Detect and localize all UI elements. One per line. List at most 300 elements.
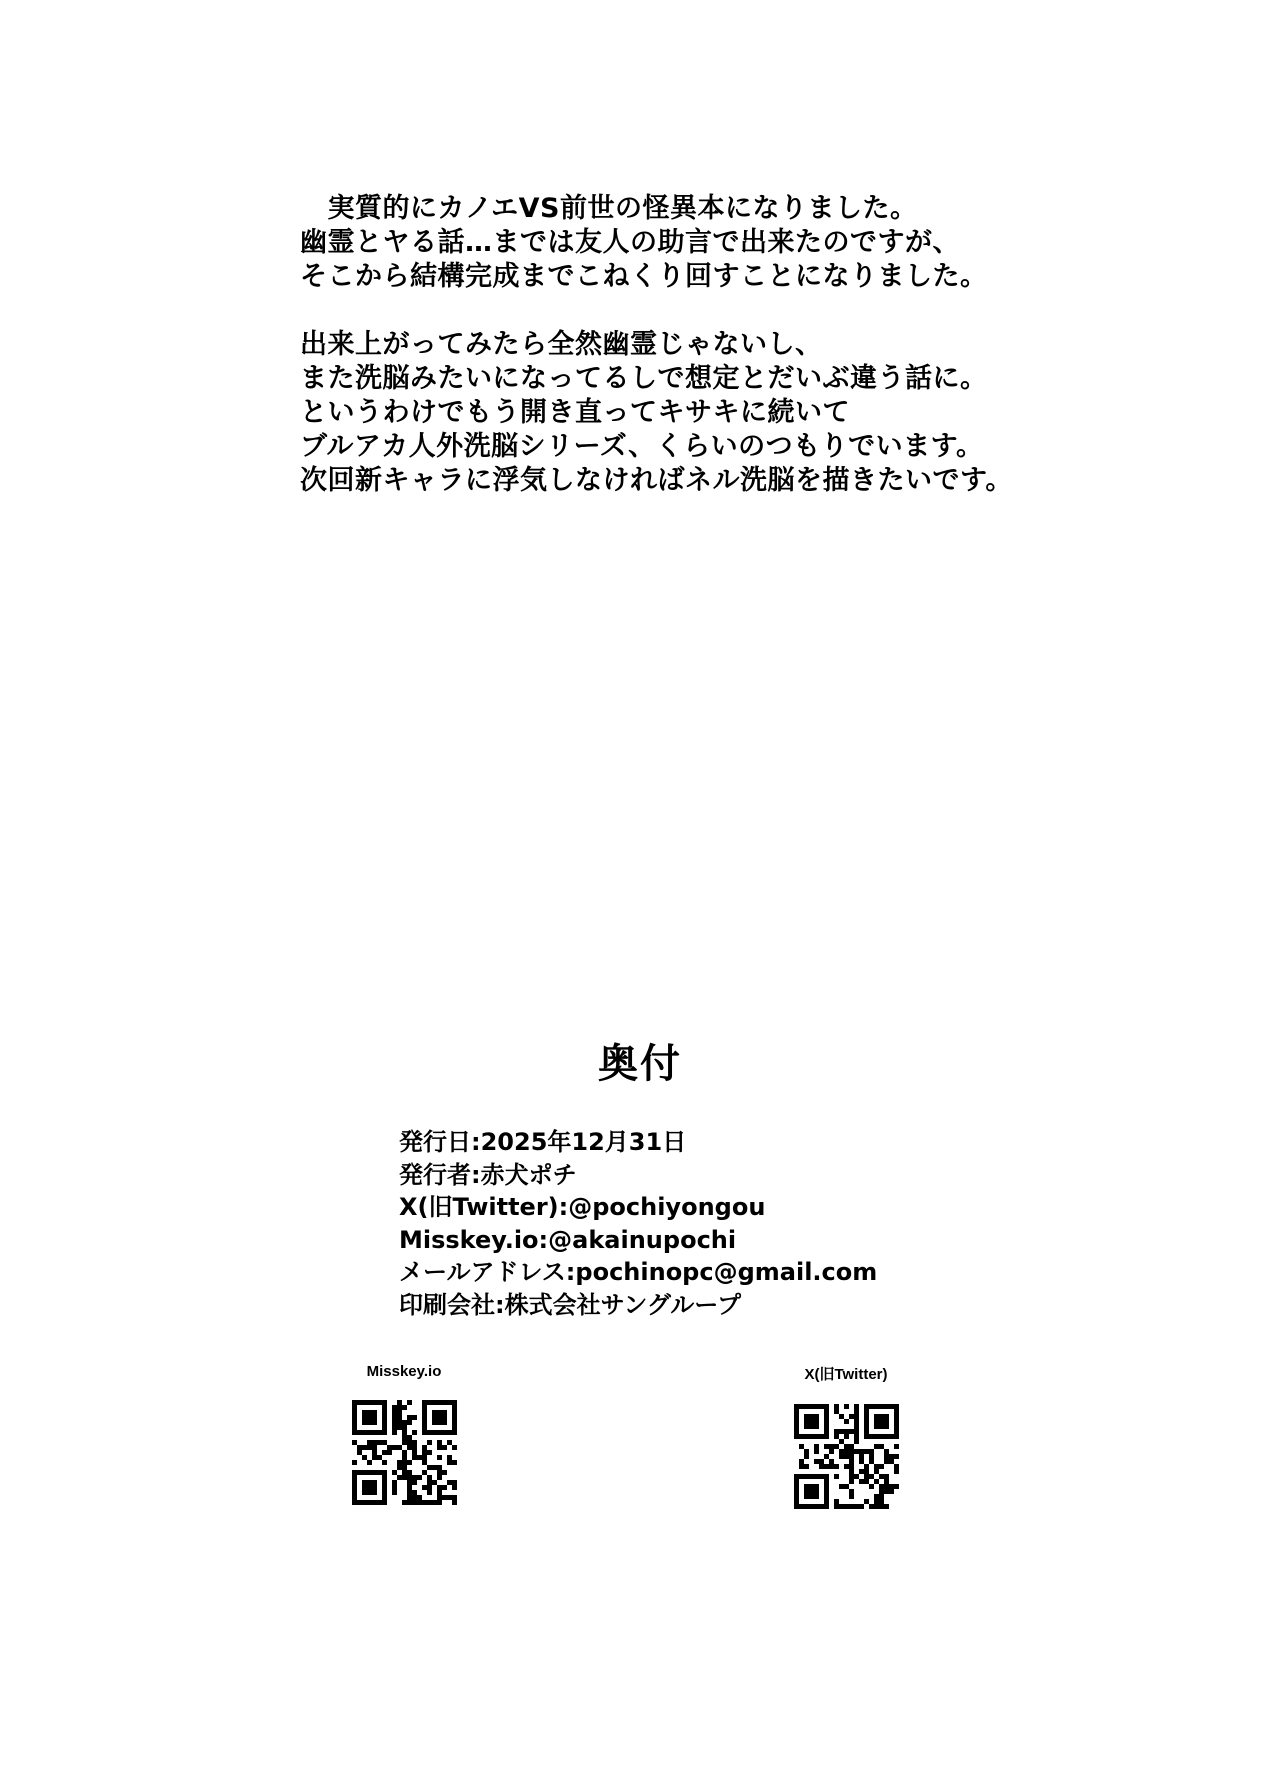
qr-module — [839, 1504, 844, 1509]
qr-module — [824, 1429, 829, 1434]
qr-module — [422, 1420, 427, 1425]
qr-module — [894, 1469, 899, 1474]
qr-module — [437, 1470, 442, 1475]
qr-module — [382, 1410, 387, 1415]
qr-module — [864, 1434, 869, 1439]
qr-module — [869, 1454, 874, 1459]
qr-module — [432, 1465, 437, 1470]
qr-module — [382, 1475, 387, 1480]
qr-module — [884, 1504, 889, 1509]
qr-module — [412, 1445, 417, 1450]
qr-module — [357, 1400, 362, 1405]
qr-module — [412, 1440, 417, 1445]
qr-module — [859, 1449, 864, 1454]
qr-module — [864, 1499, 869, 1504]
qr-module — [849, 1414, 854, 1419]
afterword-text — [300, 192, 1200, 498]
qr-module — [377, 1455, 382, 1460]
qr-module — [367, 1410, 372, 1415]
qr-module — [447, 1455, 452, 1460]
qr-module — [437, 1455, 442, 1460]
qr-module — [352, 1425, 357, 1430]
qr-module — [884, 1474, 889, 1479]
qr-module — [357, 1470, 362, 1475]
qr-module — [809, 1494, 814, 1499]
qr-module — [377, 1470, 382, 1475]
qr-module — [437, 1420, 442, 1425]
qr-module — [869, 1404, 874, 1409]
qr-module — [874, 1404, 879, 1409]
qr-module — [839, 1414, 844, 1419]
qr-module — [437, 1400, 442, 1405]
qr-module — [432, 1430, 437, 1435]
qr-module — [839, 1484, 844, 1489]
qr-module — [864, 1464, 869, 1469]
qr-module — [844, 1449, 849, 1454]
qr-module — [352, 1470, 357, 1475]
qr-module — [382, 1470, 387, 1475]
qr-module — [844, 1504, 849, 1509]
qr-module — [884, 1434, 889, 1439]
qr-module — [869, 1484, 874, 1489]
qr-module — [417, 1455, 422, 1460]
qr-module — [432, 1410, 437, 1415]
qr-module — [392, 1420, 397, 1425]
qr-module — [427, 1490, 432, 1495]
qr-module — [417, 1475, 422, 1480]
qr-module — [412, 1455, 417, 1460]
qr-module — [894, 1404, 899, 1409]
qr-module — [432, 1500, 437, 1505]
qr-module — [422, 1455, 427, 1460]
qr-module — [432, 1420, 437, 1425]
qr-module — [804, 1434, 809, 1439]
qr-module — [884, 1424, 889, 1429]
qr-module — [392, 1405, 397, 1410]
qr-module — [794, 1494, 799, 1499]
qr-module — [442, 1430, 447, 1435]
qr-module — [814, 1504, 819, 1509]
qr-module — [814, 1404, 819, 1409]
qr-module — [352, 1415, 357, 1420]
qr-module — [894, 1444, 899, 1449]
qr-module — [437, 1485, 442, 1490]
qr-module — [824, 1474, 829, 1479]
qr-module — [849, 1449, 854, 1454]
afterword-line: ブルアカ人外洗脳シリーズ、くらいのつもりでいます。 — [300, 431, 984, 462]
qr-module — [402, 1465, 407, 1470]
afterword-line: 実質的にカノエVS前世の怪異本になりました。 — [300, 193, 918, 224]
qr-module — [452, 1430, 457, 1435]
qr-module — [794, 1484, 799, 1489]
qr-module — [819, 1434, 824, 1439]
qr-module — [452, 1425, 457, 1430]
qr-module — [799, 1404, 804, 1409]
qr-module — [367, 1485, 372, 1490]
qr-module — [412, 1475, 417, 1480]
qr-module — [869, 1434, 874, 1439]
qr-module — [884, 1449, 889, 1454]
qr-module — [889, 1434, 894, 1439]
qr-module — [402, 1435, 407, 1440]
qr-module — [834, 1499, 839, 1504]
qr-module — [402, 1500, 407, 1505]
qr-module — [392, 1490, 397, 1495]
qr-module — [874, 1504, 879, 1509]
qr-module — [367, 1470, 372, 1475]
qr-module — [372, 1490, 377, 1495]
qr-module — [799, 1434, 804, 1439]
qr-module — [834, 1444, 839, 1449]
qr-module — [372, 1500, 377, 1505]
qr-module — [372, 1455, 377, 1460]
qr-module — [889, 1459, 894, 1464]
qr-module — [427, 1430, 432, 1435]
qr-module — [452, 1445, 457, 1450]
qr-module — [804, 1464, 809, 1469]
qr-module — [874, 1414, 879, 1419]
qr-module — [794, 1489, 799, 1494]
qr-module — [804, 1494, 809, 1499]
qr-module — [352, 1500, 357, 1505]
qr-module — [879, 1474, 884, 1479]
qr-module — [849, 1494, 854, 1499]
qr-module — [824, 1464, 829, 1469]
qr-module — [367, 1445, 372, 1450]
qr-module — [799, 1504, 804, 1509]
qr-module — [879, 1499, 884, 1504]
qr-module — [382, 1485, 387, 1490]
qr-module — [849, 1454, 854, 1459]
qr-module — [392, 1470, 397, 1475]
qr-module — [804, 1489, 809, 1494]
qr-module — [367, 1500, 372, 1505]
qr-module — [849, 1474, 854, 1479]
afterword-line: 出来上がってみたら全然幽霊じゃないし、 — [300, 329, 823, 360]
qr-module — [427, 1400, 432, 1405]
qr-module — [819, 1504, 824, 1509]
qr-module — [824, 1484, 829, 1489]
qr-module — [824, 1504, 829, 1509]
qr-module — [392, 1415, 397, 1420]
qr-module — [834, 1409, 839, 1414]
qr-module — [397, 1400, 402, 1405]
qr-module — [352, 1495, 357, 1500]
qr-module — [824, 1444, 829, 1449]
qr-module — [382, 1500, 387, 1505]
qr-module — [367, 1460, 372, 1465]
qr-module — [437, 1490, 442, 1495]
qr-module — [412, 1480, 417, 1485]
qr-module — [372, 1445, 377, 1450]
qr-module — [352, 1440, 357, 1445]
qr-module — [447, 1430, 452, 1435]
qr-module — [809, 1504, 814, 1509]
qr-module — [372, 1430, 377, 1435]
qr-module — [874, 1434, 879, 1439]
qr-module — [804, 1419, 809, 1424]
qr-module — [422, 1410, 427, 1415]
qr-module — [879, 1504, 884, 1509]
qr-module — [809, 1414, 814, 1419]
qr-module — [382, 1425, 387, 1430]
qr-module — [839, 1449, 844, 1454]
qr-module — [794, 1504, 799, 1509]
qr-module — [844, 1429, 849, 1434]
qr-module — [352, 1410, 357, 1415]
qr-module — [869, 1504, 874, 1509]
qr-module — [874, 1479, 879, 1484]
qr-module — [442, 1410, 447, 1415]
qr-module — [397, 1475, 402, 1480]
qr-module — [864, 1404, 869, 1409]
qr-module — [844, 1454, 849, 1459]
qr-module — [352, 1490, 357, 1495]
x-qr-code[interactable] — [794, 1404, 899, 1509]
qr-module — [874, 1469, 879, 1474]
qr-module — [382, 1495, 387, 1500]
x-handle: X(旧Twitter):@pochiyongou — [399, 1193, 766, 1221]
qr-module — [407, 1485, 412, 1490]
qr-module — [402, 1440, 407, 1445]
qr-module — [874, 1419, 879, 1424]
qr-module — [809, 1484, 814, 1489]
qr-module — [834, 1404, 839, 1409]
qr-module — [402, 1420, 407, 1425]
qr-module — [387, 1445, 392, 1450]
qr-module — [844, 1419, 849, 1424]
qr-module — [442, 1445, 447, 1450]
qr-module — [402, 1430, 407, 1435]
qr-module — [839, 1429, 844, 1434]
qr-module — [794, 1474, 799, 1479]
qr-module — [442, 1495, 447, 1500]
qr-module — [427, 1475, 432, 1480]
qr-module — [854, 1414, 859, 1419]
qr-module — [834, 1429, 839, 1434]
qr-module — [352, 1430, 357, 1435]
colophon-title: 奥付 — [598, 1041, 682, 1087]
qr-module — [794, 1419, 799, 1424]
qr-module — [397, 1415, 402, 1420]
qr-module — [814, 1449, 819, 1454]
qr-module — [879, 1404, 884, 1409]
qr-module — [884, 1479, 889, 1484]
qr-module — [829, 1464, 834, 1469]
qr-module — [804, 1454, 809, 1459]
qr-module — [814, 1494, 819, 1499]
qr-module — [397, 1410, 402, 1415]
qr-module — [829, 1444, 834, 1449]
qr-module — [824, 1489, 829, 1494]
afterword-line: そこから結構完成までこねくり回すことになりました。 — [300, 261, 988, 292]
qr-module — [854, 1424, 859, 1429]
qr-module — [824, 1434, 829, 1439]
qr-module — [367, 1400, 372, 1405]
paragraph-gap — [300, 294, 1200, 328]
qr-module — [392, 1425, 397, 1430]
qr-module — [437, 1430, 442, 1435]
qr-module — [362, 1490, 367, 1495]
qr-module — [407, 1490, 412, 1495]
qr-module — [869, 1459, 874, 1464]
afterword-line: また洗脳みたいになってるしで想定とだいぶ違う話に。 — [300, 363, 988, 394]
qr-module — [362, 1500, 367, 1505]
qr-module — [427, 1480, 432, 1485]
qr-module — [814, 1444, 819, 1449]
qr-module — [367, 1490, 372, 1495]
qr-module — [894, 1484, 899, 1489]
qr-module — [442, 1470, 447, 1475]
qr-module — [422, 1415, 427, 1420]
qr-module — [447, 1440, 452, 1445]
qr-module — [357, 1445, 362, 1450]
qr-module — [362, 1400, 367, 1405]
qr-module — [442, 1485, 447, 1490]
qr-module — [452, 1400, 457, 1405]
qr-module — [397, 1445, 402, 1450]
qr-module — [357, 1500, 362, 1505]
afterword-line: 次回新キャラに浮気しなければネル洗脳を描きたいです。 — [300, 465, 1013, 496]
qr-module — [844, 1434, 849, 1439]
qr-module — [382, 1480, 387, 1485]
qr-module — [844, 1444, 849, 1449]
qr-module — [352, 1460, 357, 1465]
qr-module — [397, 1405, 402, 1410]
misskey-qr-code[interactable] — [352, 1400, 457, 1505]
colophon-details — [399, 1126, 877, 1321]
qr-module — [437, 1495, 442, 1500]
qr-module — [814, 1474, 819, 1479]
qr-module — [874, 1444, 879, 1449]
qr-module — [894, 1419, 899, 1424]
qr-module — [372, 1450, 377, 1455]
qr-module — [834, 1504, 839, 1509]
qr-module — [834, 1464, 839, 1469]
qr-module — [874, 1424, 879, 1429]
qr-module — [412, 1450, 417, 1455]
qr-module — [432, 1415, 437, 1420]
qr-module — [412, 1500, 417, 1505]
qr-module — [854, 1504, 859, 1509]
qr-module — [819, 1474, 824, 1479]
x-qr-label: X(旧Twitter) — [804, 1366, 888, 1383]
qr-module — [794, 1429, 799, 1434]
qr-module — [849, 1469, 854, 1474]
qr-module — [432, 1480, 437, 1485]
qr-module — [427, 1465, 432, 1470]
qr-module — [452, 1415, 457, 1420]
qr-module — [402, 1475, 407, 1480]
qr-module — [864, 1419, 869, 1424]
printing-company: 印刷会社:株式会社サングループ — [399, 1290, 741, 1319]
qr-module — [422, 1450, 427, 1455]
qr-module — [367, 1430, 372, 1435]
qr-module — [372, 1470, 377, 1475]
qr-module — [794, 1409, 799, 1414]
qr-module — [884, 1459, 889, 1464]
qr-module — [809, 1474, 814, 1479]
qr-module — [372, 1400, 377, 1405]
qr-module — [869, 1449, 874, 1454]
qr-module — [382, 1490, 387, 1495]
qr-module — [382, 1440, 387, 1445]
qr-module — [397, 1420, 402, 1425]
misskey-qr-label: Misskey.io — [366, 1363, 442, 1380]
qr-module — [864, 1429, 869, 1434]
qr-module — [427, 1485, 432, 1490]
qr-module — [794, 1479, 799, 1484]
qr-module — [859, 1479, 864, 1484]
qr-module — [382, 1430, 387, 1435]
qr-module — [377, 1430, 382, 1435]
qr-module — [372, 1420, 377, 1425]
qr-module — [894, 1434, 899, 1439]
qr-module — [427, 1440, 432, 1445]
qr-module — [884, 1484, 889, 1489]
qr-module — [412, 1495, 417, 1500]
qr-module — [422, 1445, 427, 1450]
qr-module — [407, 1415, 412, 1420]
qr-module — [402, 1455, 407, 1460]
qr-module — [894, 1424, 899, 1429]
qr-module — [884, 1419, 889, 1424]
qr-module — [824, 1404, 829, 1409]
qr-module — [437, 1465, 442, 1470]
qr-module — [442, 1420, 447, 1425]
qr-module — [814, 1424, 819, 1429]
qr-module — [372, 1415, 377, 1420]
publish-date: 発行日:2025年12月31日 — [399, 1128, 687, 1156]
qr-module — [849, 1479, 854, 1484]
qr-module — [859, 1504, 864, 1509]
qr-module — [392, 1410, 397, 1415]
qr-module — [889, 1454, 894, 1459]
qr-module — [819, 1404, 824, 1409]
qr-module — [392, 1430, 397, 1435]
qr-module — [884, 1404, 889, 1409]
qr-module — [437, 1500, 442, 1505]
qr-module — [849, 1459, 854, 1464]
qr-module — [402, 1460, 407, 1465]
qr-module — [854, 1474, 859, 1479]
qr-module — [362, 1410, 367, 1415]
qr-module — [442, 1415, 447, 1420]
afterword-line: 幽霊とヤる話…までは友人の助言で出来たのですが、 — [300, 227, 960, 258]
qr-module — [382, 1400, 387, 1405]
qr-module — [362, 1420, 367, 1425]
qr-module — [864, 1479, 869, 1484]
qr-module — [427, 1500, 432, 1505]
qr-module — [824, 1414, 829, 1419]
qr-module — [879, 1424, 884, 1429]
qr-module — [362, 1485, 367, 1490]
qr-module — [417, 1500, 422, 1505]
qr-module — [422, 1430, 427, 1435]
qr-module — [387, 1450, 392, 1455]
qr-module — [844, 1464, 849, 1469]
qr-module — [809, 1424, 814, 1429]
qr-module — [452, 1460, 457, 1465]
qr-module — [452, 1410, 457, 1415]
qr-module — [859, 1469, 864, 1474]
qr-module — [407, 1445, 412, 1450]
qr-module — [402, 1405, 407, 1410]
qr-module — [879, 1414, 884, 1419]
qr-module — [372, 1410, 377, 1415]
qr-module — [854, 1419, 859, 1424]
qr-module — [799, 1474, 804, 1479]
